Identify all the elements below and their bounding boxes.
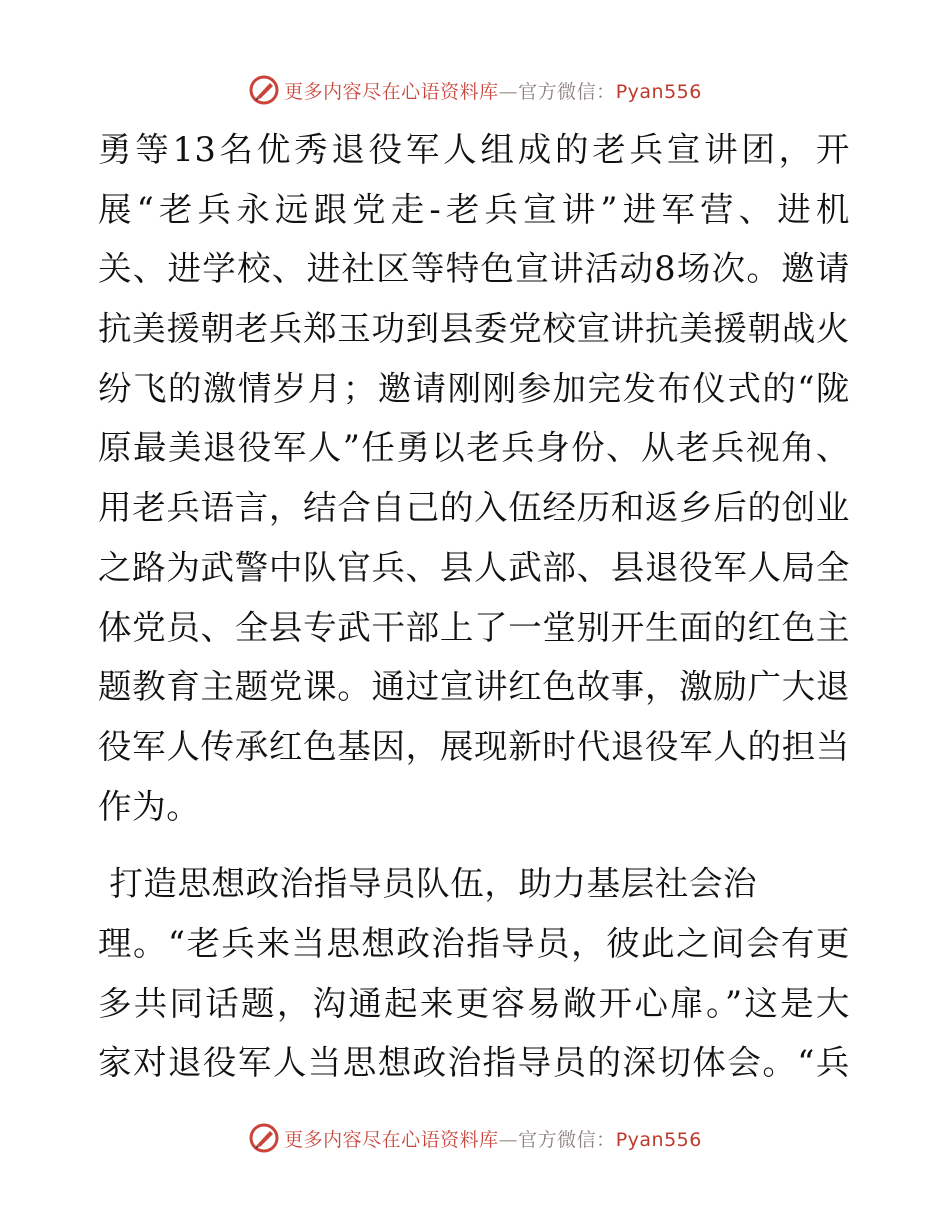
text-line: 题教育主题党课。通过宣讲红色故事，激励广大退 xyxy=(98,667,850,707)
text-line: 抗美援朝老兵郑玉功到县委党校宣讲抗美援朝战火 xyxy=(98,309,850,349)
text-line: 原最美退役军人”任勇以老兵身份、从老兵视角、 xyxy=(98,428,850,468)
pen-logo-icon xyxy=(248,1122,280,1154)
pen-logo-icon xyxy=(248,74,280,106)
text-line: 勇等13名优秀退役军人组成的老兵宣讲团，开 xyxy=(98,130,850,169)
footer-watermark xyxy=(0,1118,950,1158)
text-line: 体党员、全县专武干部上了一堂别开生面的红色主 xyxy=(98,607,850,647)
text-line: 作为。 xyxy=(98,786,201,826)
text-line: 之路为武警中队官兵、县人武部、县退役军人局全 xyxy=(98,547,850,587)
paragraph-2 xyxy=(98,854,850,1093)
text-line: 理。“老兵来当思想政治指导员，彼此之间会有更 xyxy=(98,923,850,963)
watermark-text: 更多内容尽在心语资料库—官方微信：Pyan556 xyxy=(284,80,702,103)
document-body xyxy=(98,120,850,1093)
text-line: 展“老兵永远跟党走-老兵宣讲”进军营、进机 xyxy=(98,189,850,229)
text-line: 纷飞的激情岁月；邀请刚刚参加完发布仪式的“陇 xyxy=(98,368,850,408)
text-line: 用老兵语言，结合自己的入伍经历和返乡后的创业 xyxy=(98,488,850,528)
text-line: 打造思想政治指导员队伍，助力基层社会治 xyxy=(98,864,758,904)
text-line: 家对退役军人当思想政治指导员的深切体会。“兵 xyxy=(98,1043,850,1083)
text-line: 多共同话题，沟通起来更容易敞开心扉。”这是大 xyxy=(98,983,850,1023)
text-line: 役军人传承红色基因，展现新时代退役军人的担当 xyxy=(98,726,850,766)
watermark-text: 更多内容尽在心语资料库—官方微信：Pyan556 xyxy=(284,1128,702,1151)
header-watermark xyxy=(0,70,950,110)
paragraph-1 xyxy=(98,120,850,836)
text-line: 关、进学校、进社区等特色宣讲活动8场次。邀请 xyxy=(98,249,850,289)
